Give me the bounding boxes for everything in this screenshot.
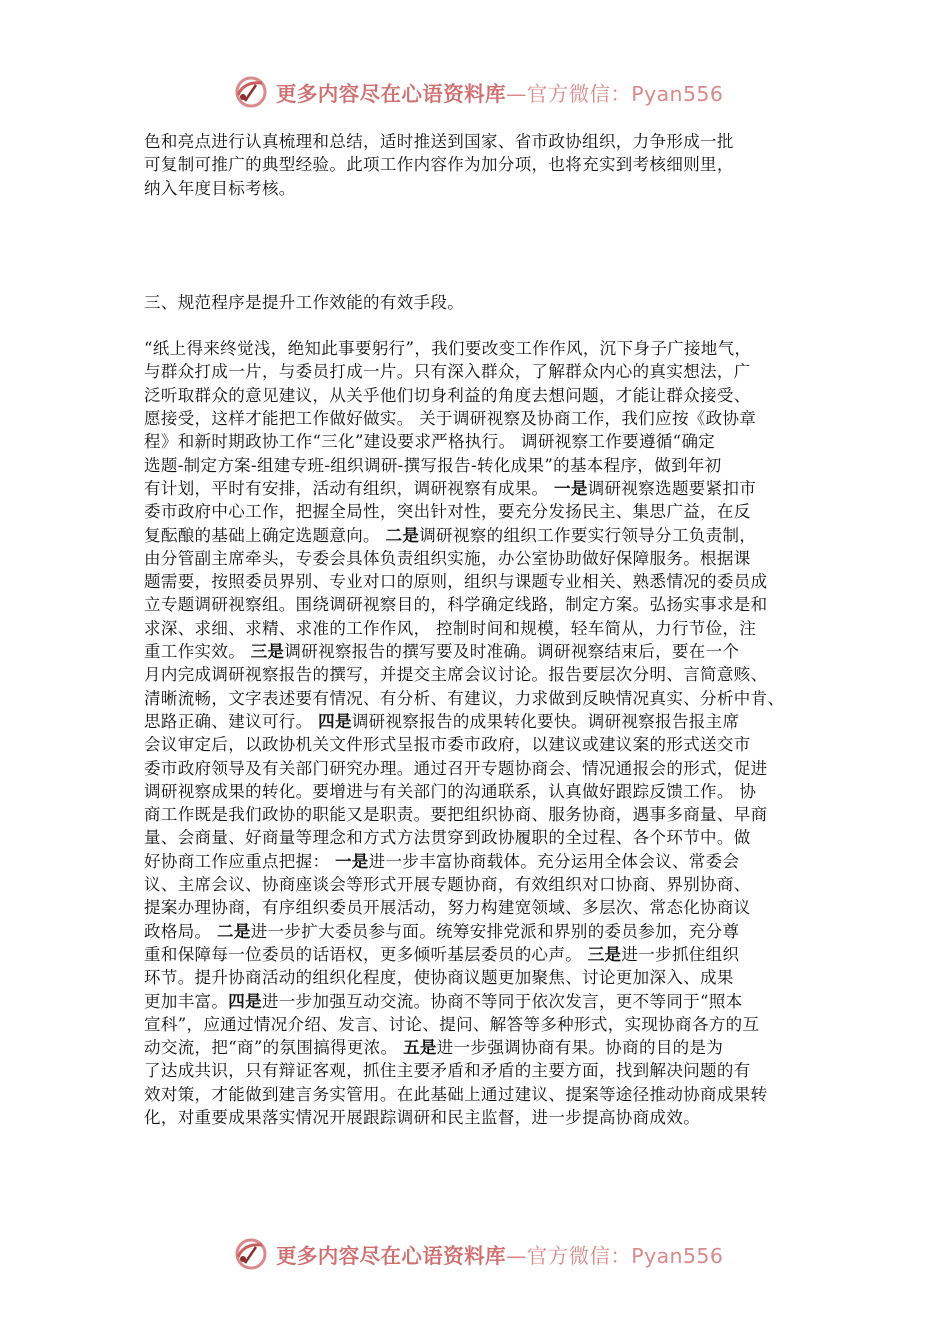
line-text: 议、主席会议、协商座谈会等形式开展专题协商，有效组织对口协商、界别协商、 (144, 875, 751, 895)
line-text: 清晰流畅，文字表述要有情况、有分析、有建议，力求做到反映情况真实、分析中肯、 (144, 688, 785, 708)
line-prefix: 思路正确、建议可行。 (144, 711, 319, 731)
line-text: 提案办理协商，有序组织委员开展活动，努力构建宽领域、多层次、常态化协商议 (144, 898, 751, 918)
line-prefix: 政格局。 (144, 921, 217, 941)
line-text: “纸上得来终觉浅，绝知此事要躬行”，我们要改变工作作风，沉下身子广接地气， (144, 339, 752, 359)
text-line (144, 430, 824, 453)
line-text: 调研视察的组织工作要实行领导分工负责制， (419, 525, 757, 545)
line-text: 商工作既是我们政协的职能又是职责。要把组织协商、服务协商，遇事多商量、早商 (144, 805, 768, 825)
point-lead: 四是 (228, 991, 262, 1011)
text-line (144, 803, 824, 826)
line-text: 调研视察报告的成果转化要快。调研视察报告报主席 (351, 711, 740, 731)
point-lead: 一是 (554, 478, 588, 498)
line-text: 效对策，才能做到建言务实管用。在此基础上通过建议、提案等途径推动协商成果转 (144, 1084, 768, 1104)
text-line (144, 733, 824, 756)
line-prefix: 更加丰富。 (144, 991, 229, 1011)
text-line (144, 407, 824, 430)
line-text: 程》和新时期政协工作“三化”建设要求严格执行。 调研视察工作要遵循“确定 (144, 432, 716, 452)
line-text: 立专题调研视察组。围绕调研视察目的，科学确定线路，制定方案。弘扬实事求是和 (144, 595, 768, 615)
text-line: 纳入年度目标考核。 (144, 178, 296, 198)
text-line (144, 547, 824, 570)
line-text: 进一步加强互动交流。协商不等同于依次发言，更不等同于“照本 (261, 991, 743, 1011)
banner-wechat-text: —官方微信：Pyan556 (505, 82, 724, 106)
line-text: 与群众打成一片，与委员打成一片。只有深入群众，了解群众内心的真实想法，广 (144, 362, 751, 382)
point-lead: 三是 (250, 642, 285, 662)
line-text: 由分管副主席牵头，专委会具体负责组织实施，办公室协助做好保障服务。根据课 (144, 548, 751, 568)
text-line (144, 360, 824, 383)
text-line (144, 873, 824, 896)
line-text: 选题-制定方案-组建专班-组织调研-撰写报告-转化成果”的基本程序，做到年初 (144, 455, 722, 475)
brand-logo-icon (232, 73, 270, 111)
line-prefix: 动交流，把“商”的氛围搞得更浓。 (144, 1038, 404, 1058)
text-line (144, 500, 824, 523)
point-lead: 二是 (385, 525, 420, 545)
line-text: 委市政府领导及有关部门研究办理。通过召开专题协商会、情况通报会的形式，促进 (144, 758, 768, 778)
text-line (144, 687, 824, 710)
text-line (144, 337, 824, 360)
line-text: 愿接受，这样才能把工作做好做实。 关于调研视察及协商工作，我们应按《政协章 (144, 409, 757, 429)
brand-logo-icon (232, 1235, 270, 1273)
text-line (144, 826, 824, 849)
document-body (144, 130, 824, 1129)
line-text: 化，对重要成果落实情况开展跟踪调研和民主监督，进一步提高协商成效。 (144, 1107, 701, 1127)
section-heading: 三、规范程序是提升工作效能的有效手段。 (144, 292, 465, 312)
text-line (144, 1106, 824, 1129)
text-line (144, 780, 824, 803)
text-line (144, 1013, 824, 1036)
line-text: 进一步强调协商有果。协商的目的是为 (436, 1038, 724, 1058)
line-text: 进一步扩大委员参与面。统筹安排党派和界别的委员参加，充分尊 (250, 921, 740, 941)
text-line (144, 990, 824, 1013)
text-line (144, 920, 824, 943)
banner-brand-text: 更多内容尽在心语资料库 (276, 1244, 506, 1268)
text-line (144, 943, 824, 966)
text-line (144, 850, 824, 873)
line-text: 进一步丰富协商载体。充分运用全体会议、常委会 (368, 851, 740, 871)
line-prefix: 复酝酿的基础上确定选题意向。 (144, 525, 386, 545)
line-text: 了达成共识，只有辩证客观，抓住主要矛盾和矛盾的主要方面，找到解决问题的有 (144, 1061, 751, 1081)
line-text: 宣科”，应通过情况介绍、发言、讨论、提问、解答等多种形式，实现协商各方的互 (144, 1014, 760, 1034)
line-text: 环节。提升协商活动的组织化程度，使协商议题更加聚焦、讨论更加深入、成果 (144, 968, 734, 988)
point-lead: 三是 (587, 944, 622, 964)
text-line (144, 570, 824, 593)
text-line: 色和亮点进行认真梳理和总结，适时推送到国家、省市政协组织，力争形成一批 (144, 132, 734, 151)
banner-brand-text: 更多内容尽在心语资料库 (276, 82, 506, 106)
line-text: 月内完成调研视察报告的撰写，并提交主席会议讨论。报告要层次分明、言简意赅、 (144, 665, 768, 685)
text-line (144, 710, 824, 733)
text-line (144, 757, 824, 780)
footer-watermark-banner (0, 1234, 950, 1274)
text-line (144, 663, 824, 686)
line-text: 调研视察报告的撰写要及时准确。调研视察结束后，要在一个 (284, 642, 740, 662)
text-line (144, 1059, 824, 1082)
line-prefix: 好协商工作应重点把握： (144, 851, 335, 871)
text-line (144, 896, 824, 919)
line-text: 调研视察成果的转化。要增进与有关部门的沟通联系，认真做好跟踪反馈工作。 协 (144, 781, 757, 801)
banner-wechat-text: —官方微信：Pyan556 (505, 1244, 724, 1268)
line-prefix: 重工作实效。 (144, 642, 251, 662)
line-text: 委市政府中心工作，把握全局性，突出针对性，要充分发扬民主、集思广益，在反 (144, 502, 751, 522)
text-line (144, 524, 824, 547)
line-text: 题需要，按照委员界别、专业对口的原则，组织与课题专业相关、熟悉情况的委员成 (144, 572, 768, 592)
paragraph-main (144, 337, 824, 1129)
line-text: 会议审定后，以政协机关文件形式呈报市委市政府，以建议或建议案的形式送交市 (144, 735, 751, 755)
line-text: 进一步抓住组织 (621, 944, 740, 964)
line-text: 调研视察选题要紧扣市 (587, 478, 757, 498)
text-line: 可复制可推广的典型经验。此项工作内容作为加分项，也将充实到考核细则里， (144, 155, 734, 175)
line-prefix: 有计划，平时有安排，活动有组织，调研视察有成果。 (144, 478, 554, 498)
text-line (144, 384, 824, 407)
line-text: 量、会商量、好商量等理念和方式方法贯穿到政协履职的全过程、各个环节中。做 (144, 828, 751, 848)
text-line (144, 454, 824, 477)
header-watermark-banner (0, 72, 950, 112)
text-line (144, 640, 824, 663)
text-line (144, 617, 824, 640)
point-lead: 一是 (334, 851, 369, 871)
point-lead: 四是 (318, 711, 352, 731)
point-lead: 五是 (403, 1038, 437, 1058)
text-line (144, 477, 824, 500)
text-line (144, 1083, 824, 1106)
point-lead: 二是 (217, 921, 251, 941)
text-line (144, 593, 824, 616)
line-text: 泛听取群众的意见建议，从关乎他们切身利益的角度去想问题，才能让群众接受、 (144, 385, 751, 405)
line-prefix: 重和保障每一位委员的话语权，更多倾听基层委员的心声。 (144, 944, 588, 964)
line-text: 求深、求细、求精、求准的工作作风， 控制时间和规模，轻车简从，力行节俭，注 (144, 618, 757, 638)
text-line (144, 966, 824, 989)
paragraph-continuation (144, 130, 824, 200)
text-line (144, 1036, 824, 1059)
